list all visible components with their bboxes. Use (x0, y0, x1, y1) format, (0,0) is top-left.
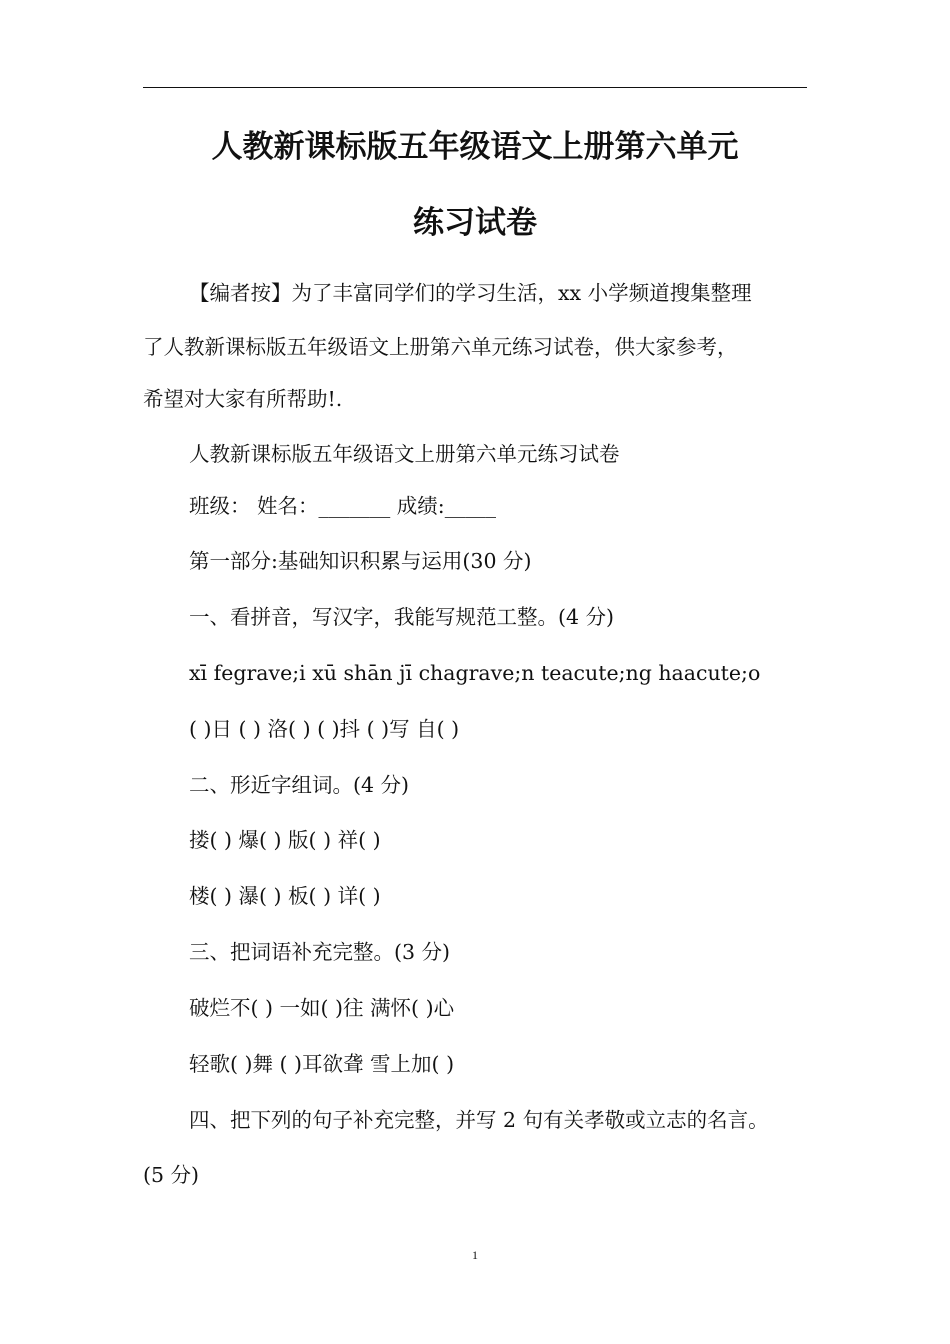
question-two-row-2: 楼( ) 瀑( ) 板( ) 详( ) (189, 884, 381, 908)
editor-note-line-1: 【编者按】为了丰富同学们的学习生活，xx 小学频道搜集整理 (189, 281, 752, 305)
editor-note-line-2: 了人教新课标版五年级语文上册第六单元练习试卷，供大家参考， (143, 335, 738, 359)
header-rule (143, 87, 807, 88)
question-two-row-1: 搂( ) 爆( ) 版( ) 祥( ) (189, 828, 381, 852)
document-title-line-1: 人教新课标版五年级语文上册第六单元 (211, 129, 739, 165)
question-four-heading: 四、把下列的句子补充完整，并写 2 句有关孝敬或立志的名言。 (189, 1108, 769, 1132)
student-info-line: 班级： 姓名：_______ 成绩:_____ (189, 494, 496, 518)
document-title-line-2: 练习试卷 (413, 205, 537, 241)
editor-note-line-3: 希望对大家有所帮助!. (143, 387, 343, 411)
question-two-heading: 二、形近字组词。(4 分) (189, 773, 410, 797)
question-four-score: (5 分) (143, 1163, 200, 1187)
exam-title-line: 人教新课标版五年级语文上册第六单元练习试卷 (189, 442, 620, 466)
page-number: 1 (472, 1248, 478, 1262)
part-one-heading: 第一部分:基础知识积累与运用(30 分) (189, 549, 532, 573)
pinyin-line: xī fegrave;i xū shān jī chagrave;n teacute;ng haacute;o (189, 661, 761, 685)
question-one-heading: 一、看拼音，写汉字，我能写规范工整。(4 分) (189, 605, 615, 629)
question-three-row-1: 破烂不( ) 一如( )往 满怀( )心 (189, 996, 455, 1020)
question-three-row-2: 轻歌( )舞 ( )耳欲聋 雪上加( ) (189, 1052, 455, 1076)
question-three-heading: 三、把词语补充完整。(3 分) (189, 940, 451, 964)
question-one-blanks: ( )日 ( ) 洛( ) ( )抖 ( )写 自( ) (189, 717, 460, 741)
